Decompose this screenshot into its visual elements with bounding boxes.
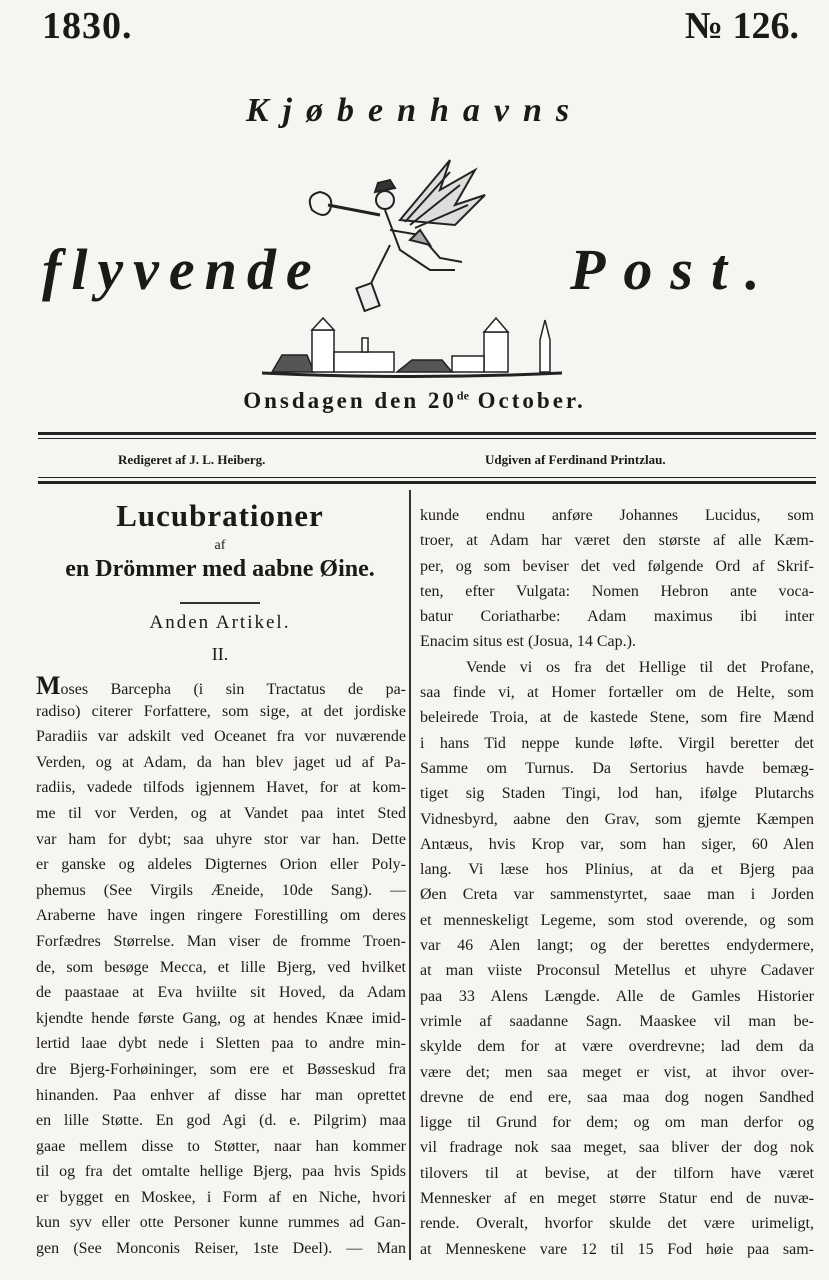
text-line: rende. Overalt, hvorfor skulde det være urimeligt, [420,1215,814,1233]
text-line: Moses Barcepha (i sin Tractatus de pa- [36,671,406,700]
text-line: at Menneskene vare 12 til 15 Fod høie paa sam- [420,1240,814,1258]
text-line: batur Coriatharbe: Adam maximus ibi inter [420,608,814,626]
date-text: Onsdagen den 20 [243,388,457,413]
text-line: Vende vi os fra det Hellige til det Profane, [466,658,814,676]
editor-credit: Redigeret af J. L. Heiberg. [118,452,266,467]
right-column-text [420,503,814,1262]
text-line: dre Bjerg-Forhøininger, som ere et Bøsseskud fra [36,1060,406,1078]
text-line: lang. Vi læse hos Plinius, at da et Bjerg paa [420,861,814,879]
town-skyline-illustration [262,310,562,382]
date-ordinal: de [456,388,469,403]
text-line: paa 33 Alens Længde. Alle de Gamles Historier [420,987,814,1005]
text-line: skylde dem for at være overdrevne; lad dem da [420,1038,814,1056]
text-line: er ganske og aldeles Digternes Orion eller Poly- [36,856,406,874]
text-line: beleirede Troia, at de kastede Stene, som fire Mænd [420,709,814,727]
text-line: hinanden. Paa enhver af disse har man oprettet [36,1086,406,1104]
article-title: Lucubrationer [116,498,324,533]
text-line: var ham for dybt; saa uhyre stor var han. Dette [36,830,406,848]
text-line: ligge til Grund for dem; og om man derfor og [420,1114,814,1132]
text-line: Mennesker af en meget større Statur end de nuvæ- [420,1190,814,1208]
text-line: være det; men saa meget er vist, at ihvor over- [420,1063,814,1081]
publisher-credit: Udgiven af Ferdinand Printzlau. [485,452,666,467]
text-line: er bygget en Moskee, i Form af en Niche, hvori [36,1188,406,1206]
text-line: Araberne have ingen ringere Forestilling om deres [36,907,406,925]
text-line: tilovers til at bevise, at der tilforn have været [420,1164,814,1182]
text-line: lertid laae dybt nede i Sletten paa to andre min- [36,1035,406,1053]
text-line: Vidnesbyrd, aabne den Grav, som gjemte Kæmpen [420,810,814,828]
text-line: Forfædres Størrelse. Man viser de fromme Troen- [36,932,406,950]
article-part: Anden Artikel. [149,612,291,633]
text-line: me til vor Verden, og at Vandet paa intet Sted [36,804,406,822]
drop-cap: M [36,671,61,700]
text-line: saa finde vi, at Homer fortæller om de Helte, som [420,684,814,702]
text-line: drevne de end ere, saa maa dog nogen Sandhed [420,1088,814,1106]
text-line: Øen Creta var sammenstyrtet, saae man i Jorden [420,886,814,904]
text-line: radiis, vadede tilfods igjennem Havet, for at kom- [36,779,406,797]
article-title-connector: af [214,538,226,553]
text-line: Enacim situs est (Josua, 14 Cap.). [420,633,636,651]
header-rule-bottom-thin [38,477,816,478]
text-line: gen (See Monconis Reiser, 1ste Deel). — Man [36,1240,406,1258]
text-line: kjendte hende første Gang, og at hendes Knæe imid- [36,1009,406,1027]
text-line: et menneskeligt Legeme, som stod overende, og som [420,911,814,929]
article-section-number: II. [211,644,229,664]
date-month: October. [468,388,586,413]
masthead-title-left: flyvende [42,237,322,302]
text-line: i hans Tid neppe kunde løfte. Virgil beretter det [420,734,814,752]
header-rule-top-thin [38,438,816,439]
article-subtitle: en Drömmer med aabne Øine. [65,556,375,582]
text-line: Paradiis var adskilt ved Oceanet fra vor nuværende [36,728,406,746]
text-line: de paastaae at Eva hviilte sit Hoved, da Adam [36,984,406,1002]
text-line: gaae mellem disse to Støtter, naar han kommer [36,1137,406,1155]
text-line: var 46 Alen langt; og der berettes endydermere, [420,937,814,955]
text-line: phemus (See Virgils Æneide, 10de Sang). — [36,881,406,899]
text-line: troer, at Adam har været den største af alle Kæm- [420,532,814,550]
text-line: radiso) citerer Forfattere, som sige, at det jordiske [36,702,406,720]
text-line: til og fra det omtalte hellige Bjerg, paa hvis Spids [36,1163,406,1181]
text-line: en lille Støtte. En god Agi (d. e. Pilgrim) maa [36,1112,406,1130]
text-line: Antæus, hvis Krop var, som han siger, 60 Alen [420,835,814,853]
text-line: ten, efter Vulgata: Nomen Hebron ante voca- [420,582,814,600]
issue-date [0,388,829,414]
masthead-title-right: Post. [570,237,778,302]
header-rule-top [38,432,816,435]
text-line: de, som besøge Mecca, et lille Bjerg, ved hvilket [36,958,406,976]
text-line: tiget sig Staden Tingi, lod han, ifølge Plutarchs [420,785,814,803]
title-divider [180,602,260,604]
text-line: vil fradrage nok saa meget, saa bliver der dog nok [420,1139,814,1157]
text-line: Verden, og at Adam, da han blev jaget ud af Pa- [36,753,406,771]
left-column-text [36,673,406,1262]
text-line: at man viiste Proconsul Metellus et uhyre Cadaver [420,962,814,980]
text-line: kun syv eller otte Personer kunne rummes ad Gan- [36,1214,406,1232]
text-line: vrimle af saadanne Sagn. Maaskee vil man be- [420,1012,814,1030]
text-line: kunde endnu anføre Johannes Lucidus, som [420,507,814,524]
issue-number: № 126. [684,5,799,47]
column-divider [409,490,411,1260]
masthead-title-top: Kjøbenhavns [245,92,584,129]
flying-messenger-illustration [290,150,490,315]
header-rule-bottom [38,481,816,484]
year: 1830. [42,5,133,47]
text-line: Samme om Turnus. Da Sertorius havde bemæg- [420,759,814,777]
text-line: per, og som beviser det ved følgende Ord af Skrif- [420,557,814,575]
